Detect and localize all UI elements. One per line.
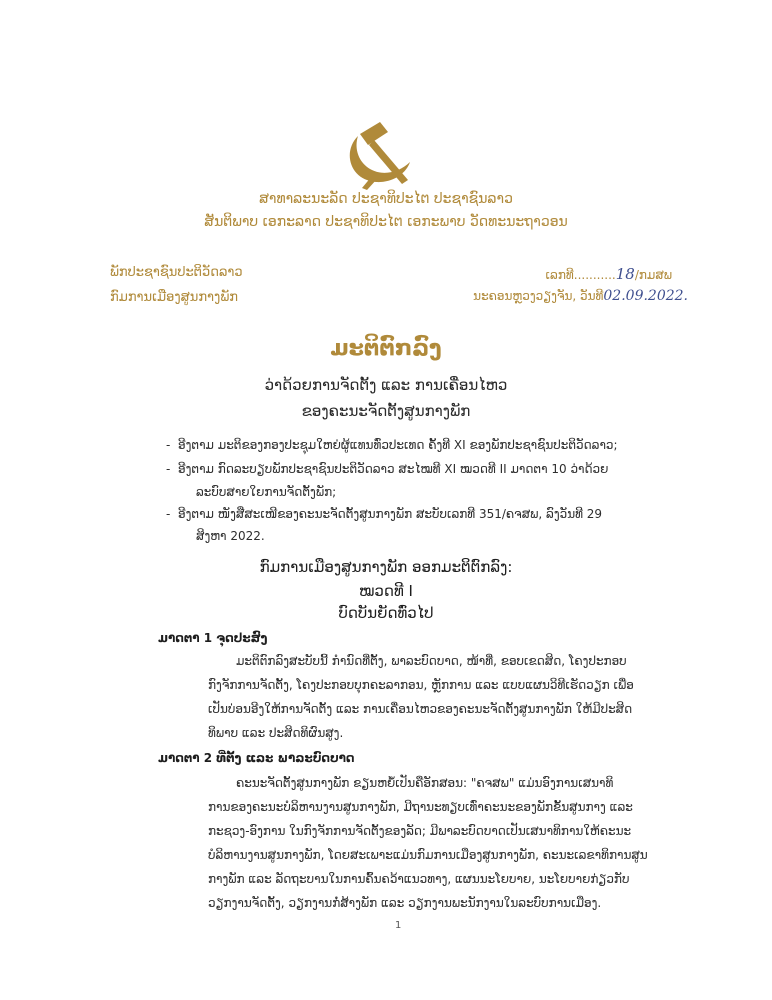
document-title: ມະຕິຕົກລົງ: [330, 336, 442, 361]
doc-number-dots: ...........: [573, 268, 616, 282]
reference-text-1: ອີງຕາມ ມະຕິຂອງກອງປະຊຸມໃຫຍ່ຜູ້ແທນທົ່ວປະເທດ ຄັ້ງທີ XI ຂອງພັກປະຊາຊົນປະຕິວັດລາວ;: [178, 438, 618, 452]
article-2-line: ບໍລິຫານງານສູນກາງພັກ, ໂດຍສະເພາະແມ່ນກົມການເມືອງສູນກາງພັກ, ຄະນະເລຂາທິການສູນ: [208, 848, 648, 862]
national-motto-line: ສັນຕິພາບ ເອກະລາດ ປະຊາທິປະໄຕ ເອກະພາບ ວັດທະນະຖາວອນ: [204, 214, 568, 230]
reference-text-2a: ອີງຕາມ ກົດລະບຽບພັກປະຊາຊົນປະຕິວັດລາວ ສະໄໝທີ XI ໝວດທີ II ມາດຕາ 10 ວ່າດ້ວຍ: [178, 462, 609, 476]
document-subtitle-2: ຂອງຄະນະຈັດຕັ້ງສູນກາງພັກ: [301, 402, 471, 420]
article-2-line: ການຂອງຄະນະບໍລິຫານງານສູນກາງພັກ, ມີຖານະທຽບເທົ່າຄະນະຂອງພັກຂັ້ນສູນກາງ ແລະ: [208, 800, 633, 814]
doc-date-value: 02.09.2022.: [603, 288, 688, 304]
article-2-line: ຄະນະຈັດຕັ້ງສູນກາງພັກ ຂຽນຫຍໍ້ເປັນຄືອັກສອນ: "ຄຈສພ" ແມ່ນອົງການເສນາທິ: [236, 776, 614, 790]
document-number: [546, 265, 672, 283]
article-2-line: ກາງພັກ ແລະ ລັດຖະບານໃນການຄົ້ນຄວ້າແນວທາງ, ແຜນນະໂຍບາຍ, ນະໂຍບາຍກ່ຽວກັບ: [208, 872, 630, 886]
decision-line: ກົມການເມືອງສູນກາງພັກ ອອກມະຕິຕົກລົງ:: [259, 558, 513, 576]
article-1-line: ທິພາບ ແລະ ປະສິດທິຜົນສູງ.: [208, 726, 344, 740]
article-1-label: ມາດຕາ 1 ຈຸດປະສົງ: [158, 631, 268, 645]
issuing-body: ກົມການເມືອງສູນກາງພັກ: [110, 290, 238, 305]
chapter-title: ບົດບັນຍັດທົ່ວໄປ: [338, 604, 434, 622]
article-1-line: ເປັນບ່ອນອີງໃຫ້ການຈັດຕັ້ງ ແລະ ການເຄື່ອນໄຫວຂອງຄະນະຈັດຕັ້ງສູນກາງພັກ ໃຫ້ມີປະສິດ: [208, 702, 633, 716]
reference-text-2b: ລະບົບສາຍໃຍການຈັດຕັ້ງພັກ;: [196, 485, 337, 499]
issuing-party: ພັກປະຊາຊົນປະຕິວັດລາວ: [110, 265, 243, 280]
reference-item-1: - ອີງຕາມ ມະຕິຂອງກອງປະຊຸມໃຫຍ່ຜູ້ແທນທົ່ວປະເທດ ຄັ້ງທີ XI ຂອງພັກປະຊາຊົນປະຕິວັດລາວ;: [166, 438, 618, 452]
document-subtitle-1: ວ່າດ້ວຍການຈັດຕັ້ງ ແລະ ການເຄື່ອນໄຫວ: [264, 376, 508, 394]
article-1-line: ມະຕິຕົກລົງສະບັບນີ້ ກຳນົດທີ່ຕັ້ງ, ພາລະບົດບາດ, ໜ້າທີ່, ຂອບເຂດສິດ, ໂຄງປະກອບ: [236, 654, 627, 668]
reference-text-3a: ອີງຕາມ ໜັງສືສະເໜີຂອງຄະນະຈັດຕັ້ງສູນກາງພັກ ສະບັບເລກທີ 351/ຄຈສພ, ລົງວັນທີ 29: [178, 507, 603, 521]
doc-date-label: ນະຄອນຫຼວງວຽງຈັນ, ວັນທີ: [473, 289, 604, 303]
reference-item-3: - ອີງຕາມ ໜັງສືສະເໜີຂອງຄະນະຈັດຕັ້ງສູນກາງພັກ ສະບັບເລກທີ 351/ຄຈສພ, ລົງວັນທີ 29: [166, 507, 603, 521]
country-name-line: ສາທາລະນະລັດ ປະຊາທິປະໄຕ ປະຊາຊົນລາວ: [259, 191, 513, 207]
doc-number-label: ເລກທີ: [545, 268, 574, 282]
reference-text-3b: ສິງຫາ 2022.: [196, 529, 265, 543]
doc-number-suffix: /ກມສພ: [634, 268, 672, 282]
article-1-line: ກົງຈັກການຈັດຕັ້ງ, ໂຄງປະກອບບຸກຄະລາກອນ, ຫຼັກການ ແລະ ແບບແຜນວິທີເຮັດວຽກ ເພື່ອ: [208, 678, 634, 692]
hammer-sickle-emblem: [336, 118, 424, 190]
article-2-label: ມາດຕາ 2 ທີ່ຕັ້ງ ແລະ ພາລະບົດບາດ: [158, 751, 355, 765]
document-date: [473, 288, 688, 304]
chapter-number: ໝວດທີ I: [359, 582, 413, 600]
doc-number-value: 18: [615, 265, 635, 283]
page-number: 1: [395, 920, 402, 931]
article-2-line: ວຽກງານຈັດຕັ້ງ, ວຽກງານກໍ່ສ້າງພັກ ແລະ ວຽກງານພະນັກງານໃນລະບົບການເມືອງ.: [208, 896, 602, 910]
article-2-line: ກະຊວງ-ອົງການ ໃນກົງຈັກການຈັດຕັ້ງຂອງລັດ; ມີພາລະບົດບາດເປັນເສນາທິການໃຫ້ຄະນະ: [208, 824, 632, 838]
reference-item-2: - ອີງຕາມ ກົດລະບຽບພັກປະຊາຊົນປະຕິວັດລາວ ສະໄໝທີ XI ໝວດທີ II ມາດຕາ 10 ວ່າດ້ວຍ: [166, 462, 609, 476]
